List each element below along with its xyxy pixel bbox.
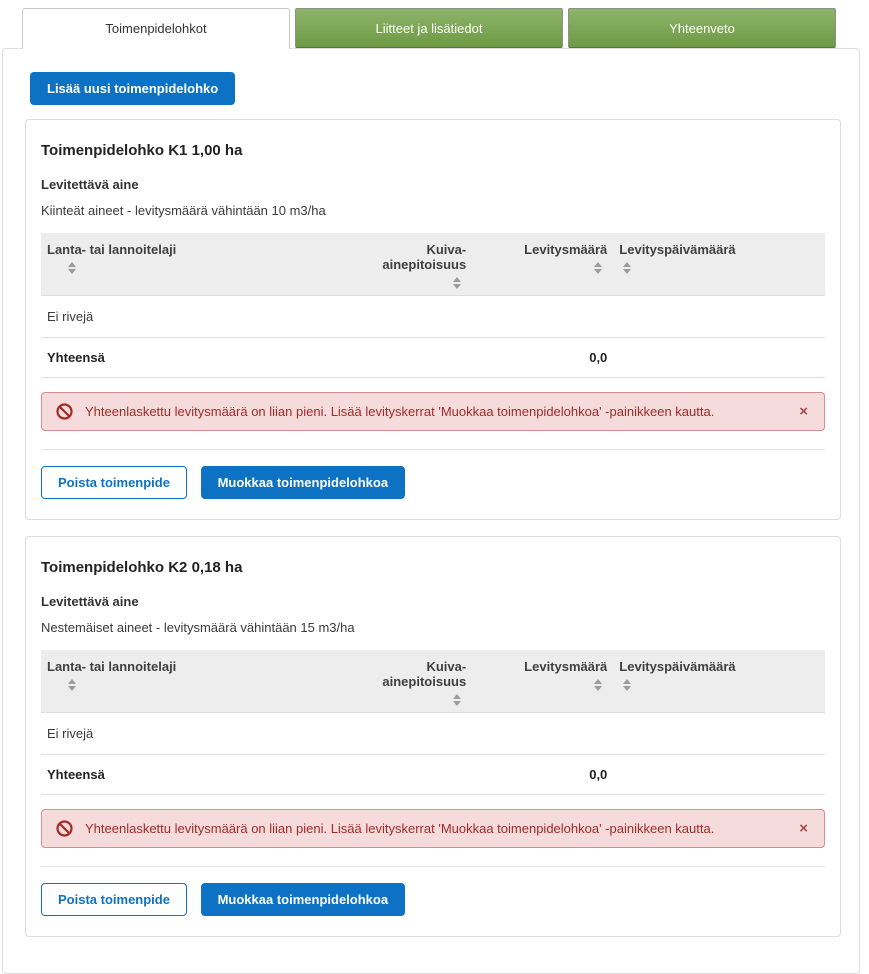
column-header-lanta-tai-lannoitelaji[interactable] bbox=[41, 650, 339, 713]
delete-toimenpide-button[interactable]: Poista toimenpide bbox=[41, 883, 187, 916]
material-label: Levitettävä aine bbox=[41, 594, 139, 609]
tab-liitteet-ja-lisatiedot[interactable] bbox=[295, 8, 563, 48]
tab-yhteenveto[interactable] bbox=[568, 8, 836, 48]
table-row-total bbox=[41, 755, 825, 795]
column-header-levitysmaara[interactable] bbox=[472, 233, 613, 296]
sort-icon[interactable] bbox=[67, 678, 77, 692]
error-message: Yhteenlaskettu levitysmäärä on liian pieni. Lisää levityskerrat 'Muokkaa toimenpidelohkoa' -painikkeen kautta. bbox=[85, 821, 715, 836]
column-header-label: Levityspäivämäärä bbox=[619, 659, 736, 674]
column-header-kuiva-ainepitoisuus[interactable] bbox=[339, 233, 472, 296]
table-row-total bbox=[41, 338, 825, 378]
column-header-label: Lanta- tai lannoitelaji bbox=[47, 242, 177, 257]
material-value: Nestemäiset aineet - levitysmäärä vähintään 15 m3/ha bbox=[41, 620, 355, 635]
add-toimenpidelohko-button[interactable]: Lisää uusi toimenpidelohko bbox=[30, 72, 235, 105]
edit-toimenpidelohko-button[interactable]: Muokkaa toimenpidelohkoa bbox=[201, 466, 405, 499]
column-header-levitysmaara[interactable] bbox=[472, 650, 613, 713]
column-header-label: Levityspäivämäärä bbox=[619, 242, 736, 257]
tab-bar bbox=[0, 0, 869, 48]
table-row-empty bbox=[41, 296, 825, 338]
divider bbox=[41, 866, 825, 867]
sort-icon[interactable] bbox=[452, 693, 462, 707]
sort-icon[interactable] bbox=[452, 276, 462, 290]
total-value: 0,0 bbox=[472, 755, 613, 795]
total-label: Yhteensä bbox=[41, 755, 339, 795]
close-icon[interactable]: × bbox=[799, 403, 808, 420]
error-message: Yhteenlaskettu levitysmäärä on liian pieni. Lisää levityskerrat 'Muokkaa toimenpidelohkoa' -painikkeen kautta. bbox=[85, 404, 715, 419]
divider bbox=[41, 449, 825, 450]
sort-icon[interactable] bbox=[593, 678, 603, 692]
column-header-levityspaivamaara[interactable] bbox=[613, 233, 825, 296]
total-value: 0,0 bbox=[472, 338, 613, 378]
toimenpidelohko-panel-k2 bbox=[25, 536, 841, 937]
empty-row-label: Ei rivejä bbox=[41, 296, 825, 338]
sort-icon[interactable] bbox=[593, 261, 603, 275]
column-header-label: Levitysmäärä bbox=[524, 659, 608, 674]
delete-toimenpide-button[interactable]: Poista toimenpide bbox=[41, 466, 187, 499]
tab-content bbox=[2, 48, 860, 974]
total-label: Yhteensä bbox=[41, 338, 339, 378]
column-header-label: Levitysmäärä bbox=[524, 242, 608, 257]
column-header-label: Kuiva-ainepitoisuus bbox=[382, 242, 467, 272]
manure-table bbox=[41, 650, 825, 795]
tab-label: Liitteet ja lisätiedot bbox=[375, 20, 483, 36]
blocked-icon bbox=[56, 820, 73, 837]
tab-label: Toimenpidelohkot bbox=[105, 21, 207, 36]
column-header-kuiva-ainepitoisuus[interactable] bbox=[339, 650, 472, 713]
edit-toimenpidelohko-button[interactable]: Muokkaa toimenpidelohkoa bbox=[201, 883, 405, 916]
table-row-empty bbox=[41, 713, 825, 755]
sort-icon[interactable] bbox=[622, 678, 632, 692]
error-alert bbox=[41, 809, 825, 848]
column-header-label: Kuiva-ainepitoisuus bbox=[382, 659, 467, 689]
blocked-icon bbox=[56, 403, 73, 420]
column-header-label: Lanta- tai lannoitelaji bbox=[47, 659, 177, 674]
panel-actions bbox=[41, 466, 825, 499]
material-value: Kiinteät aineet - levitysmäärä vähintään 10 m3/ha bbox=[41, 203, 326, 218]
sort-icon[interactable] bbox=[67, 261, 77, 275]
column-header-lanta-tai-lannoitelaji[interactable] bbox=[41, 233, 339, 296]
empty-row-label: Ei rivejä bbox=[41, 713, 825, 755]
column-header-levityspaivamaara[interactable] bbox=[613, 650, 825, 713]
toimenpidelohko-panel-k1 bbox=[25, 119, 841, 520]
tab-toimenpidelohkot[interactable] bbox=[22, 8, 290, 49]
material-label: Levitettävä aine bbox=[41, 177, 139, 192]
error-alert bbox=[41, 392, 825, 431]
panel-title: Toimenpidelohko K2 0,18 ha bbox=[41, 559, 243, 576]
panel-actions bbox=[41, 883, 825, 916]
close-icon[interactable]: × bbox=[799, 820, 808, 837]
manure-table bbox=[41, 233, 825, 378]
panel-title: Toimenpidelohko K1 1,00 ha bbox=[41, 142, 243, 159]
tab-label: Yhteenveto bbox=[669, 20, 735, 36]
sort-icon[interactable] bbox=[622, 261, 632, 275]
